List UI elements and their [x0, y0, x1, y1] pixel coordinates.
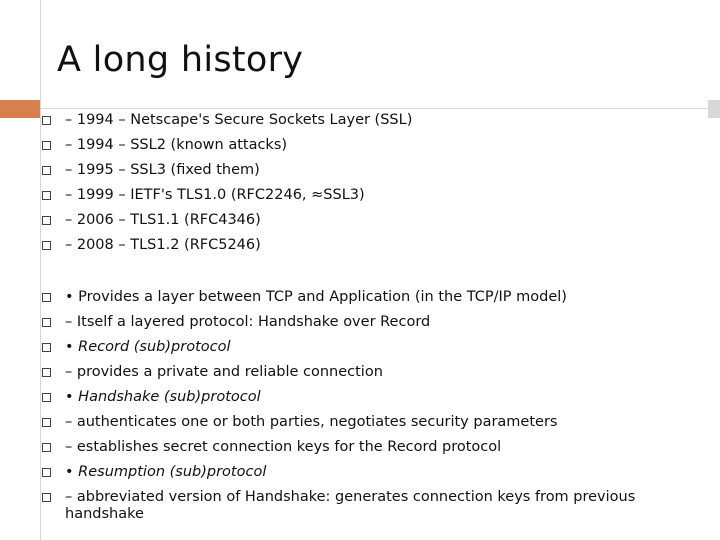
- square-bullet-icon: [42, 191, 51, 200]
- square-bullet-icon: [42, 141, 51, 150]
- square-bullet-icon: [42, 493, 51, 502]
- list-item-text: – establishes secret connection keys for the Record protocol: [65, 439, 502, 455]
- list-item-text: • Handshake (sub)protocol: [65, 389, 261, 405]
- square-bullet-icon: [42, 443, 51, 452]
- list-item-text: • Record (sub)protocol: [65, 339, 231, 355]
- square-bullet-icon: [42, 166, 51, 175]
- list-item-text: – 1995 – SSL3 (fixed them): [65, 162, 260, 178]
- list-item-text: – 1999 – IETF's TLS1.0 (RFC2246, ≈SSL3): [65, 187, 365, 203]
- list-item-text: • Provides a layer between TCP and Application (in the TCP/IP model): [65, 289, 567, 305]
- list-item-text: – Itself a layered protocol: Handshake over Record: [65, 314, 431, 330]
- list-item-text: – provides a private and reliable connection: [65, 364, 383, 380]
- list-item-text: – 2008 – TLS1.2 (RFC5246): [65, 237, 261, 253]
- square-bullet-icon: [42, 293, 51, 302]
- square-bullet-icon: [42, 468, 51, 477]
- square-bullet-icon: [42, 116, 51, 125]
- square-bullet-icon: [42, 393, 51, 402]
- left-vertical-rule: [40, 0, 41, 540]
- list-item-text: – abbreviated version of Handshake: generates connection keys from previous handshake: [65, 489, 636, 522]
- list-item-text: – 1994 – SSL2 (known attacks): [65, 137, 288, 153]
- square-bullet-icon: [42, 368, 51, 377]
- square-bullet-icon: [42, 216, 51, 225]
- list-item-text: • Resumption (sub)protocol: [65, 464, 267, 480]
- square-bullet-icon: [42, 343, 51, 352]
- square-bullet-icon: [42, 318, 51, 327]
- right-corner-block: [708, 100, 720, 118]
- list-item-text: – authenticates one or both parties, negotiates security parameters: [65, 414, 558, 430]
- list-item-text: – 2006 – TLS1.1 (RFC4346): [65, 212, 261, 228]
- square-bullet-icon: [42, 418, 51, 427]
- horizontal-rule: [40, 108, 708, 109]
- list-item-text: – 1994 – Netscape's Secure Sockets Layer (SSL): [65, 112, 413, 128]
- square-bullet-icon: [42, 241, 51, 250]
- accent-block: [0, 100, 40, 118]
- slide-title: A long history: [57, 40, 304, 80]
